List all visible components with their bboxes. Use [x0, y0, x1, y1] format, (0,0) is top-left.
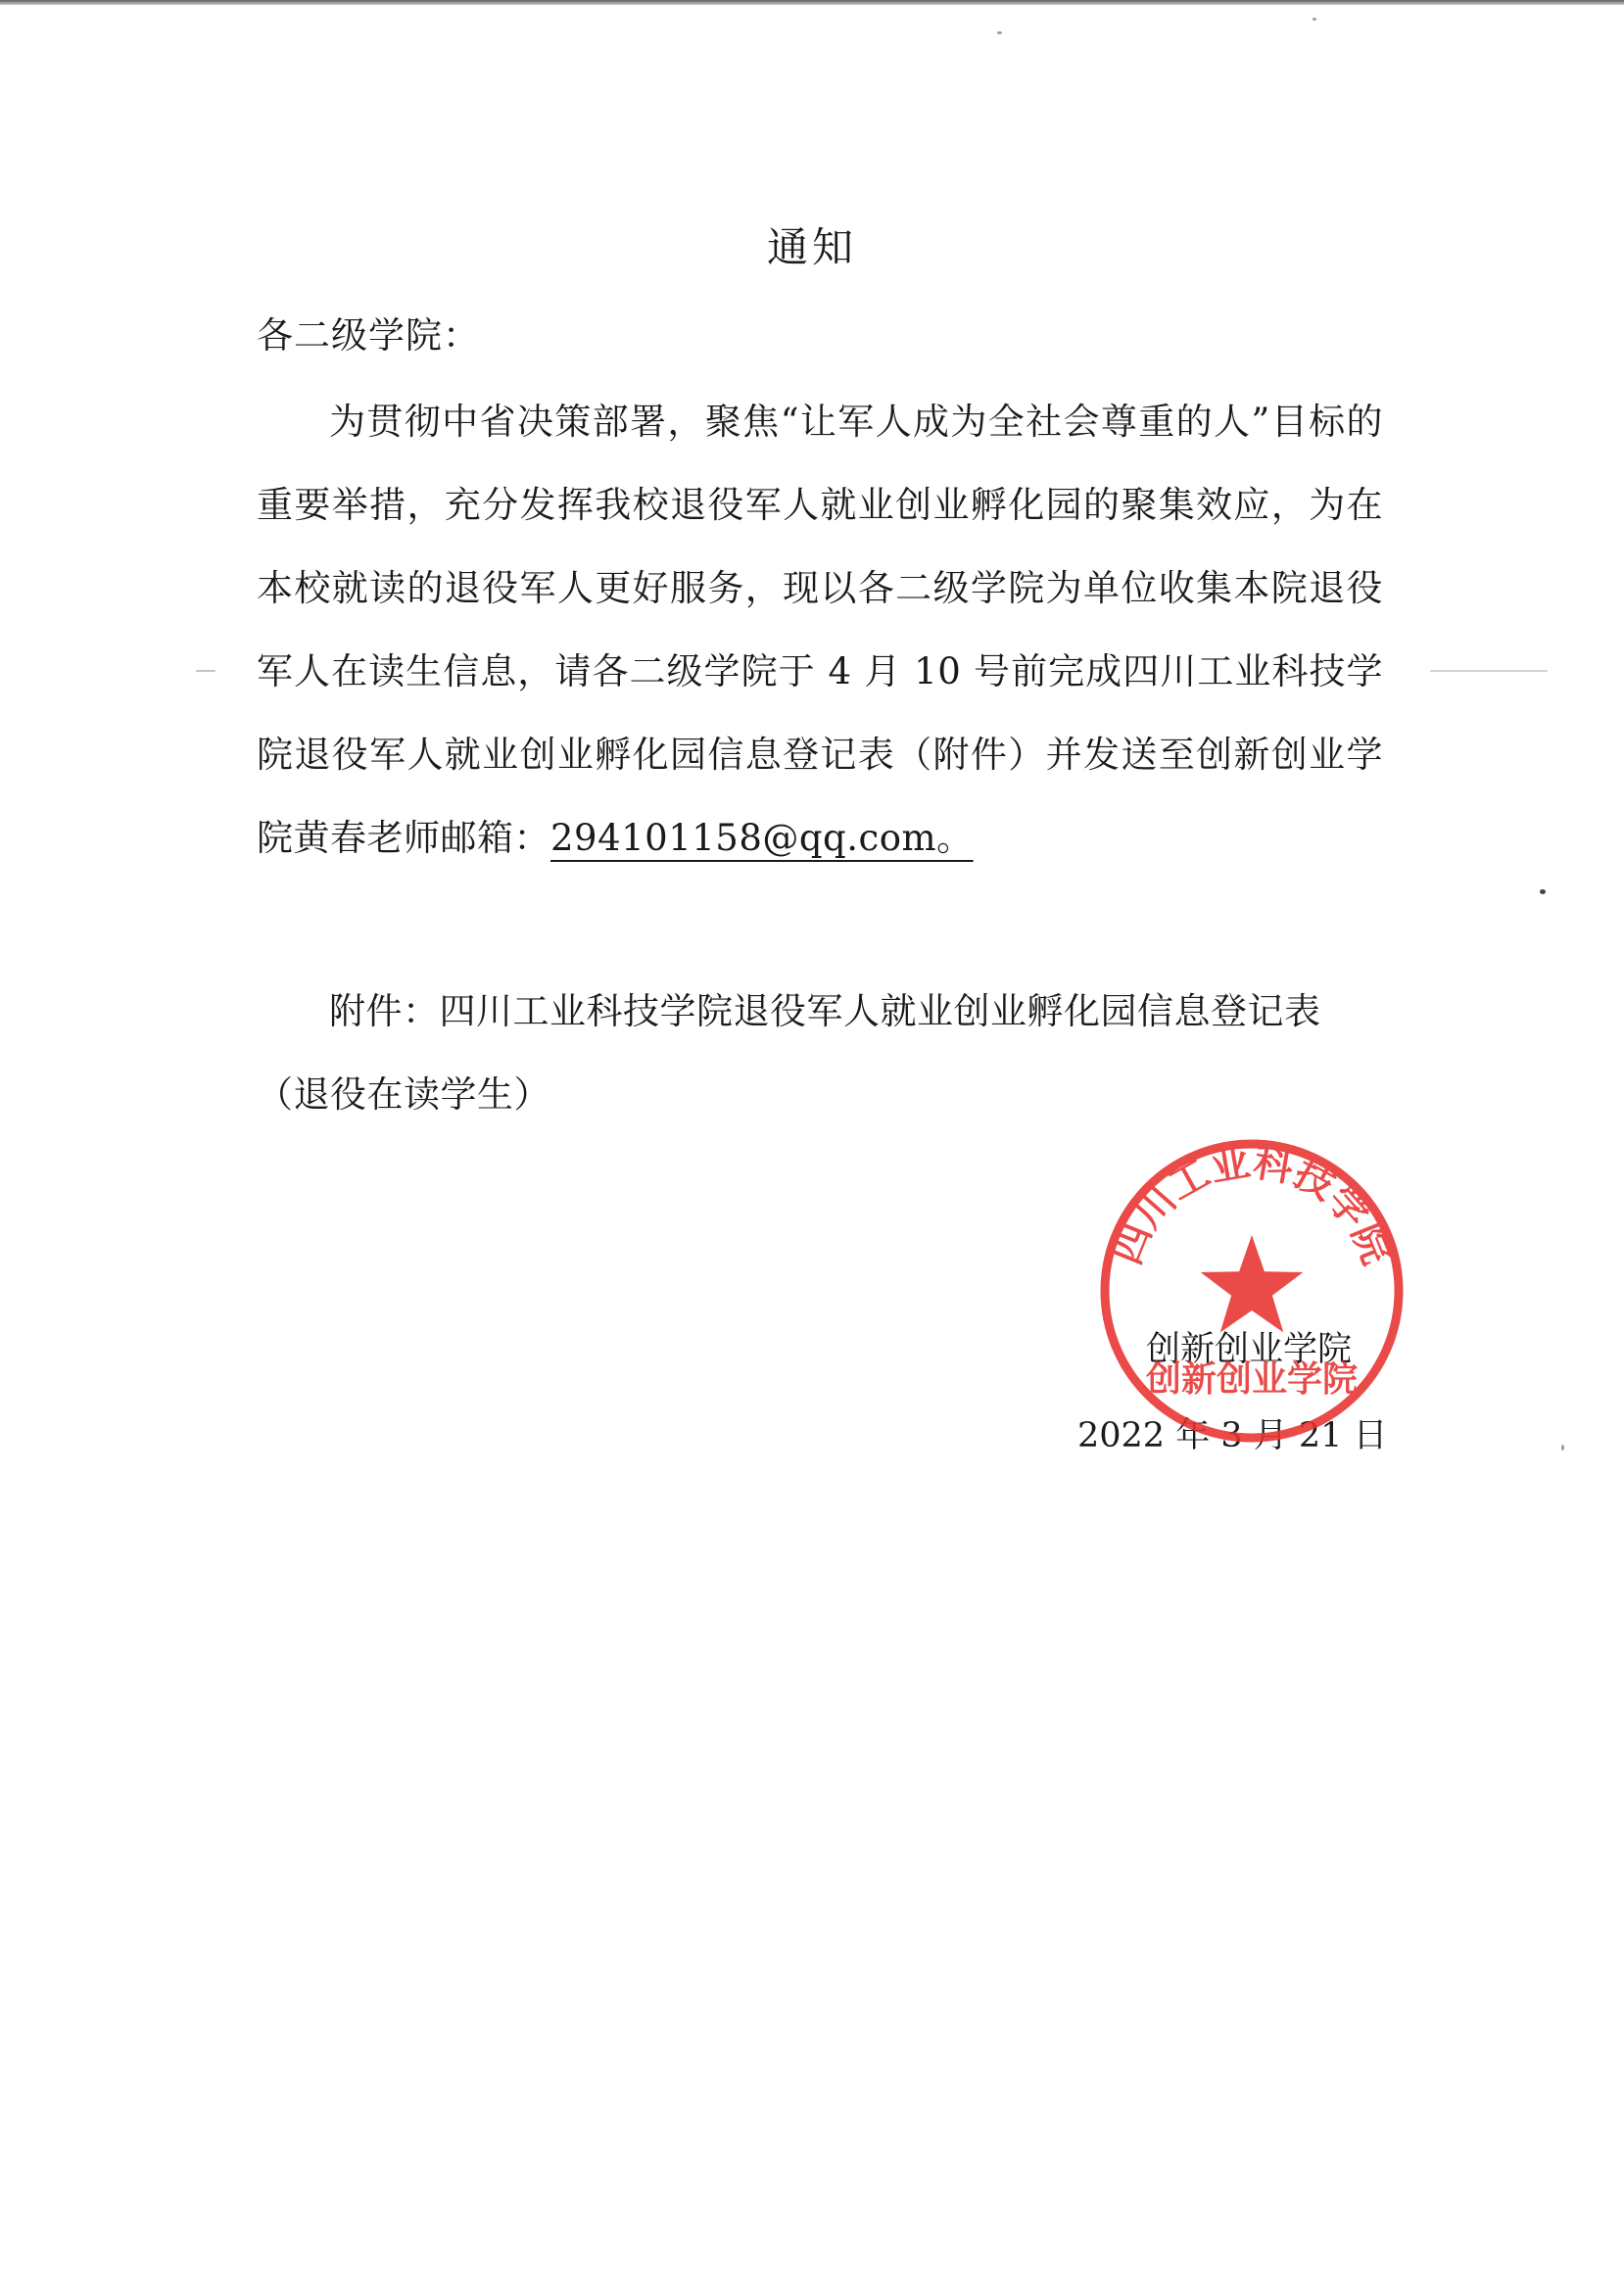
scan-edge [0, 0, 1624, 5]
scan-speck [1430, 670, 1548, 672]
notice-title: 通知 [766, 223, 857, 271]
notice-body [257, 380, 1383, 880]
body-text: 为贯彻中省决策部署，聚焦“让军人成为全社会尊重的人”目标的重要举措，充分发挥我校退役军人就业创业孵化园的聚集效应，为在本校就读的退役军人更好服务，现以各二级学院为单位收集本院退役军人在读生信息，请各二级学院于 4 月 10 号前完成四川工业科技学院退役军人就业创业孵化园信息登记表（附件）并发送至创新创业学院黄春老师邮箱： [257, 401, 1383, 859]
salutation: 各二级学院： [257, 314, 480, 357]
official-seal [1095, 1134, 1409, 1448]
scan-speck [1540, 889, 1546, 894]
signature-unit: 创新创业学院 [1146, 1330, 1353, 1369]
seal-outer-text: 四川工业科技学院 [1104, 1139, 1400, 1271]
issue-date: 2022 年 3 月 21 日 [1077, 1416, 1388, 1455]
attachment-note: 附件：四川工业科技学院退役军人就业创业孵化园信息登记表（退役在读学生） [257, 990, 1321, 1116]
scan-speck [196, 670, 215, 672]
seal-inner-text: 创新创业学院 [1145, 1359, 1359, 1400]
scan-speck [997, 31, 1002, 34]
scan-speck [1313, 18, 1316, 21]
email-link[interactable]: 294101158@qq.com。 [550, 817, 974, 859]
scan-speck [1561, 1445, 1564, 1451]
star-icon [1201, 1235, 1304, 1333]
